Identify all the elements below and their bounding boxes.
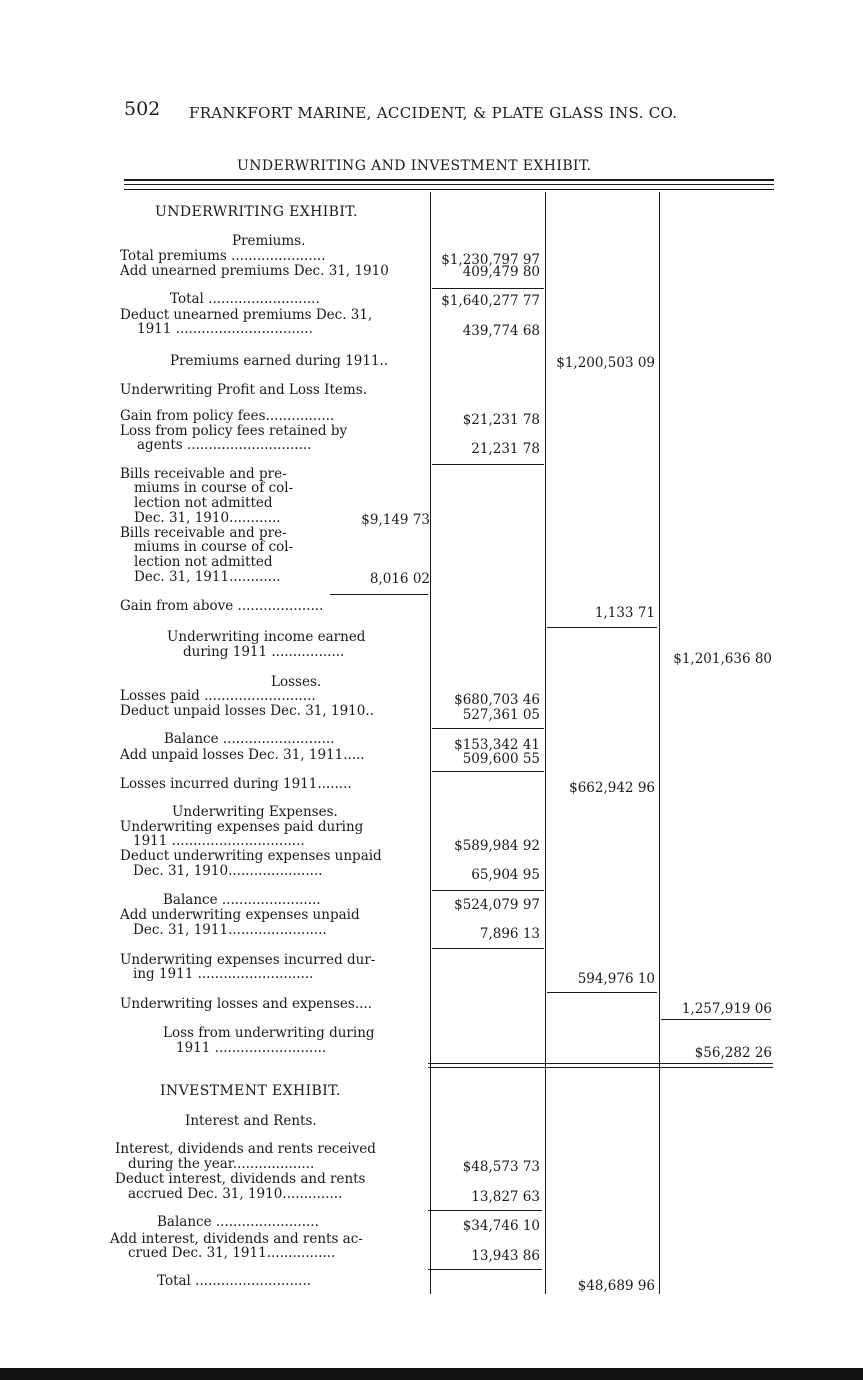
- income-earned-value: $1,201,636 80: [673, 651, 772, 667]
- exp-incurred-label-1: Underwriting expenses incurred dur-: [120, 952, 376, 968]
- bills-1911-line-3: lection not admitted: [134, 554, 273, 570]
- inv-balance-label: Balance ........................: [157, 1214, 319, 1230]
- loss-policy-value: 21,231 78: [471, 441, 540, 457]
- total-premiums-label: Total premiums ......................: [120, 248, 326, 264]
- top-rule: [124, 179, 774, 181]
- received-value: $48,573 73: [462, 1159, 540, 1175]
- premiums-heading: Premiums.: [232, 233, 306, 249]
- bills-1911-line-1: Bills receivable and pre-: [120, 525, 287, 541]
- total-premiums-value: $1,230,797 97: [441, 252, 540, 268]
- bills-1910-value: $9,149 73: [361, 512, 430, 528]
- top-rule-2: [124, 184, 774, 185]
- loss-policy-label-2: agents .............................: [137, 437, 312, 453]
- deduct-interest-label-2: accrued Dec. 31, 1910..............: [128, 1186, 343, 1202]
- add-unpaid-value: 509,600 55: [462, 751, 540, 767]
- inv-total-rule: [428, 1269, 542, 1270]
- profit-loss-heading: Underwriting Profit and Loss Items.: [120, 382, 367, 398]
- unpaid-rule: [432, 771, 544, 772]
- gain-rule: [547, 627, 657, 628]
- bills-1910-line-3: lection not admitted: [134, 495, 273, 511]
- premiums-earned-value: $1,200,503 09: [556, 355, 655, 371]
- total-value: $1,640,277 77: [441, 293, 540, 309]
- losses-paid-label: Losses paid ..........................: [120, 688, 316, 704]
- balance2-label: Balance .......................: [163, 892, 321, 908]
- deduct-unpaid-value: 527,361 05: [462, 707, 540, 723]
- page-number: 502: [124, 98, 161, 120]
- deduct-unearned-value: 439,774 68: [462, 323, 540, 339]
- underwriting-heading: UNDERWRITING EXHIBIT.: [155, 204, 358, 220]
- balance2-value: $524,079 97: [454, 897, 540, 913]
- deduct-unpaid-label: Deduct unpaid losses Dec. 31, 1910..: [120, 703, 374, 719]
- loss-underwriting-label-1: Loss from underwriting during: [163, 1025, 375, 1041]
- deduct-unearned-label-2: 1911 ................................: [137, 321, 313, 337]
- add-exp-rule: [432, 948, 544, 949]
- add-unpaid-label: Add unpaid losses Dec. 31, 1911.....: [120, 747, 365, 763]
- premiums-earned-label: Premiums earned during 1911..: [170, 353, 389, 369]
- losses-and-exp-label: Underwriting losses and expenses....: [120, 996, 372, 1012]
- add-unearned-label: Add unearned premiums Dec. 31, 1910: [120, 263, 389, 279]
- received-label-2: during the year...................: [128, 1156, 315, 1172]
- inv-balance-value: $34,746 10: [462, 1218, 540, 1234]
- top-rule-3: [124, 189, 774, 190]
- policy-rule: [432, 464, 544, 465]
- bills-1910-line-4: Dec. 31, 1910............: [134, 510, 281, 526]
- double-rule-a: [428, 1063, 773, 1064]
- add-unearned-value: 409,479 80: [462, 264, 540, 280]
- add-interest-label-2: crued Dec. 31, 1911................: [128, 1245, 336, 1261]
- bills-1910-line-2: miums in course of col-: [134, 480, 294, 496]
- expenses-heading: Underwriting Expenses.: [172, 804, 338, 820]
- losses-incurred-value: $662,942 96: [569, 780, 655, 796]
- scan-edge: [0, 1368, 863, 1380]
- inv-total-label: Total ...........................: [157, 1273, 312, 1289]
- add-exp-value: 7,896 13: [479, 926, 540, 942]
- gain-above-label: Gain from above ....................: [120, 598, 324, 614]
- received-label-1: Interest, dividends and rents received: [115, 1141, 376, 1157]
- add-interest-label-1: Add interest, dividends and rents ac-: [110, 1231, 363, 1247]
- exp-paid-label-1: Underwriting expenses paid during: [120, 819, 364, 835]
- exp-paid-label-2: 1911 ...............................: [133, 833, 305, 849]
- bills-1910-line-1: Bills receivable and pre-: [120, 466, 287, 482]
- add-exp-label-1: Add underwriting expenses unpaid: [120, 907, 360, 923]
- income-earned-label-1: Underwriting income earned: [167, 629, 366, 645]
- exhibit-title: UNDERWRITING AND INVESTMENT EXHIBIT.: [237, 158, 592, 174]
- investment-heading: INVESTMENT EXHIBIT.: [160, 1083, 341, 1099]
- deduct-exp-value: 65,904 95: [471, 867, 540, 883]
- add-interest-value: 13,943 86: [471, 1248, 540, 1264]
- exp-incurred-value: 594,976 10: [577, 971, 655, 987]
- loss-underwriting-label-2: 1911 ..........................: [176, 1040, 327, 1056]
- deduct-unearned-label-1: Deduct unearned premiums Dec. 31,: [120, 307, 373, 323]
- interest-rents-heading: Interest and Rents.: [185, 1113, 317, 1129]
- deduct-exp-label-1: Deduct underwriting expenses unpaid: [120, 848, 382, 864]
- column-rule-3: [659, 192, 660, 1294]
- bills-1911-line-4: Dec. 31, 1911............: [134, 569, 281, 585]
- deduct-interest-label-1: Deduct interest, dividends and rents: [115, 1171, 366, 1187]
- interest-rule: [428, 1210, 542, 1211]
- add-exp-label-2: Dec. 31, 1911.......................: [133, 922, 327, 938]
- sum-rule: [432, 288, 544, 289]
- gain-policy-label: Gain from policy fees................: [120, 408, 335, 424]
- losses-heading: Losses.: [271, 674, 322, 690]
- inv-total-value: $48,689 96: [577, 1278, 655, 1294]
- losses-incurred-label: Losses incurred during 1911........: [120, 776, 352, 792]
- balance1-label: Balance ..........................: [164, 731, 335, 747]
- bills-1911-line-2: miums in course of col-: [134, 539, 294, 555]
- exp-incurred-label-2: ing 1911 ...........................: [133, 966, 314, 982]
- double-rule-b: [428, 1067, 773, 1068]
- total-label: Total ..........................: [170, 291, 320, 307]
- loss-underwriting-value: $56,282 26: [694, 1045, 772, 1061]
- bills-1911-value: 8,016 02: [369, 571, 430, 587]
- income-earned-label-2: during 1911 .................: [183, 644, 345, 660]
- losses-exp-rule: [661, 1019, 771, 1020]
- bills-rule: [330, 594, 428, 595]
- balance1-value: $153,342 41: [454, 737, 540, 753]
- losses-paid-value: $680,703 46: [454, 692, 540, 708]
- deduct-interest-value: 13,827 63: [471, 1189, 540, 1205]
- losses-and-exp-value: 1,257,919 06: [681, 1001, 772, 1017]
- loss-policy-label-1: Loss from policy fees retained by: [120, 423, 348, 439]
- deduct-exp-label-2: Dec. 31, 1910......................: [133, 863, 323, 879]
- losses-rule: [432, 728, 544, 729]
- exp-paid-value: $589,984 92: [454, 838, 540, 854]
- company-name: FRANKFORT MARINE, ACCIDENT, & PLATE GLASS INS. CO.: [189, 104, 678, 122]
- gain-above-value: 1,133 71: [594, 605, 655, 621]
- incurred-rule: [547, 992, 657, 993]
- gain-policy-value: $21,231 78: [462, 412, 540, 428]
- exp-rule: [432, 890, 544, 891]
